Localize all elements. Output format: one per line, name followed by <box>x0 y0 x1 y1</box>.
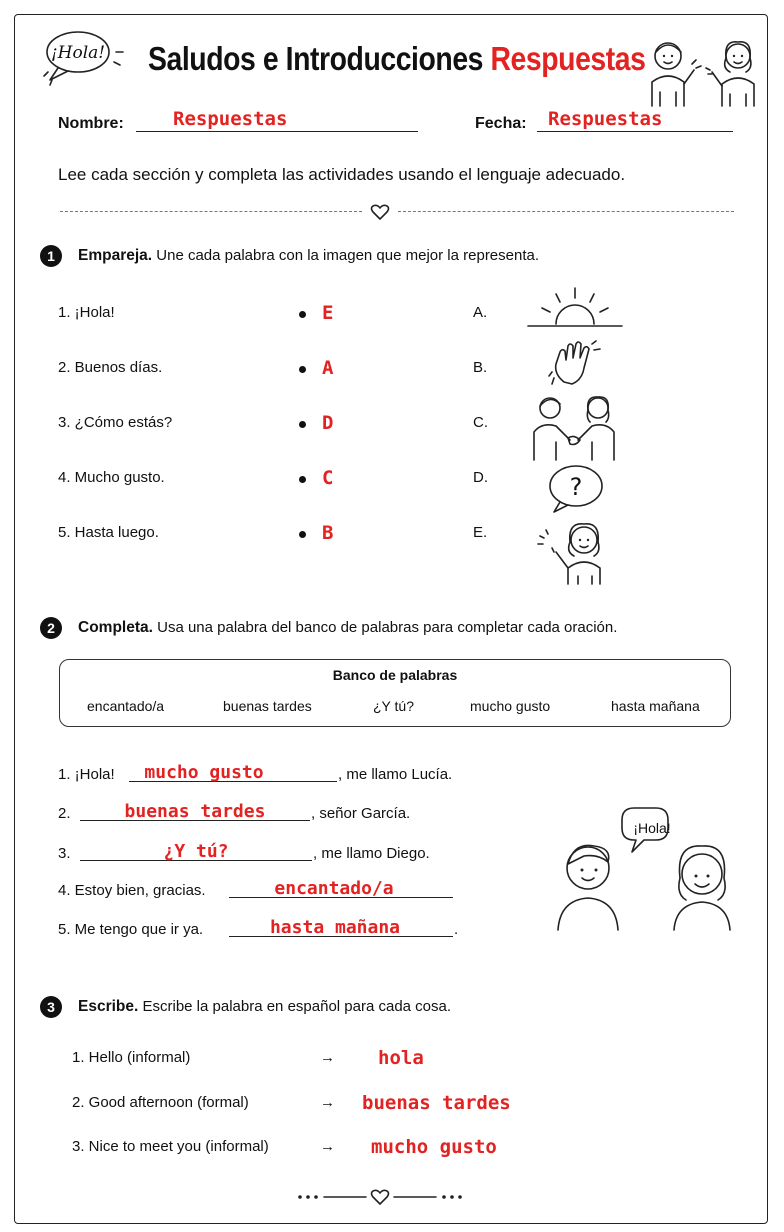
sentence-5-answer: hasta mañana <box>269 917 401 938</box>
sentence-5-after: . <box>454 921 459 938</box>
divider-left <box>60 211 362 212</box>
arrow-icon: → <box>320 1049 335 1066</box>
match-dot-3[interactable] <box>299 421 306 428</box>
waving-girl-icon <box>534 518 610 586</box>
bank-word-1: encantado/a <box>87 698 165 714</box>
handshake-icon <box>530 394 618 464</box>
match-item-5: 5. Hasta luego. <box>58 524 159 541</box>
section-3-heading: Escribe. Escribe la palabra en español para cada cosa. <box>78 998 452 1015</box>
word-bank <box>59 659 731 727</box>
bank-word-2: buenas tardes <box>223 698 312 714</box>
svg-text:?: ? <box>569 473 583 501</box>
bank-word-5: hasta mañana <box>611 698 700 714</box>
sentence-2-after: , señor García. <box>311 805 411 822</box>
match-dot-5[interactable] <box>299 531 306 538</box>
match-letter-b: B. <box>473 359 488 376</box>
section-1-heading: Empareja. Une cada palabra con la imagen que mejor la representa. <box>78 247 540 264</box>
svg-text:¡Hola!: ¡Hola! <box>633 820 671 836</box>
sentence-1-answer: mucho gusto <box>144 762 264 783</box>
bank-word-4: mucho gusto <box>470 698 551 714</box>
name-field[interactable] <box>136 131 418 132</box>
match-answer-3: D <box>322 412 334 434</box>
arrow-icon: → <box>320 1094 335 1111</box>
match-item-3: 3. ¿Cómo estás? <box>58 414 173 431</box>
sentence-4-answer: encantado/a <box>274 878 394 899</box>
sentence-1-after: , me llamo Lucía. <box>338 766 453 783</box>
match-item-1: 1. ¡Hola! <box>58 304 115 321</box>
waving-hand-icon <box>546 338 606 388</box>
match-answer-2: A <box>322 357 334 379</box>
sunrise-icon <box>526 284 624 332</box>
date-field[interactable] <box>537 131 733 132</box>
sentence-3-answer: ¿Y tú? <box>163 841 229 862</box>
name-value: Respuestas <box>173 108 288 130</box>
kids-talking-icon <box>552 806 738 936</box>
page-title: Saludos e Introducciones Respuestas <box>148 40 646 77</box>
section-2-heading: Completa. Usa una palabra del banco de palabras para completar cada oración. <box>78 619 618 636</box>
match-dot-1[interactable] <box>299 311 306 318</box>
match-dot-2[interactable] <box>299 366 306 373</box>
divider-right <box>398 211 734 212</box>
sentence-5-before: 5. Me tengo que ir ya. <box>58 921 204 938</box>
translate-answer-1: hola <box>378 1047 424 1069</box>
sentence-2-before: 2. <box>58 805 71 822</box>
section-3-number: 3 <box>40 996 62 1018</box>
bank-word-3: ¿Y tú? <box>373 698 414 714</box>
match-letter-a: A. <box>473 304 488 321</box>
svg-text:¡Hola!: ¡Hola! <box>50 43 106 63</box>
sentence-3-after: , me llamo Diego. <box>313 845 430 862</box>
sentence-4-before: 4. Estoy bien, gracias. <box>58 882 206 899</box>
waving-kids-icon <box>646 34 766 114</box>
section-1-number: 1 <box>40 245 62 267</box>
sentence-1-before: 1. ¡Hola! <box>58 766 115 783</box>
match-letter-c: C. <box>473 414 488 431</box>
translate-item-2: 2. Good afternoon (formal) <box>72 1094 249 1111</box>
date-value: Respuestas <box>548 108 663 130</box>
sentence-2-answer: buenas tardes <box>124 801 266 822</box>
sentence-3-before: 3. <box>58 845 71 862</box>
arrow-icon: → <box>320 1138 335 1155</box>
question-bubble-icon <box>546 460 606 516</box>
instructions: Lee cada sección y completa las actividades usando el lenguaje adecuado. <box>58 165 626 184</box>
date-label: Fecha: <box>475 115 527 132</box>
match-answer-1: E <box>322 302 334 324</box>
match-answer-5: B <box>322 522 334 544</box>
translate-answer-3: mucho gusto <box>371 1136 497 1158</box>
match-answer-4: C <box>322 467 334 489</box>
word-bank-title: Banco de palabras <box>332 667 458 683</box>
hola-badge-icon <box>36 22 126 88</box>
footer-ornament <box>290 1186 470 1208</box>
translate-item-3: 3. Nice to meet you (informal) <box>72 1138 269 1155</box>
name-label: Nombre: <box>58 115 124 132</box>
translate-answer-2: buenas tardes <box>362 1092 511 1114</box>
match-dot-4[interactable] <box>299 476 306 483</box>
match-item-4: 4. Mucho gusto. <box>58 469 165 486</box>
heart-icon <box>370 203 390 221</box>
translate-item-1: 1. Hello (informal) <box>72 1049 191 1066</box>
match-item-2: 2. Buenos días. <box>58 359 163 376</box>
match-letter-d: D. <box>473 469 488 486</box>
section-2-number: 2 <box>40 617 62 639</box>
match-letter-e: E. <box>473 524 488 541</box>
